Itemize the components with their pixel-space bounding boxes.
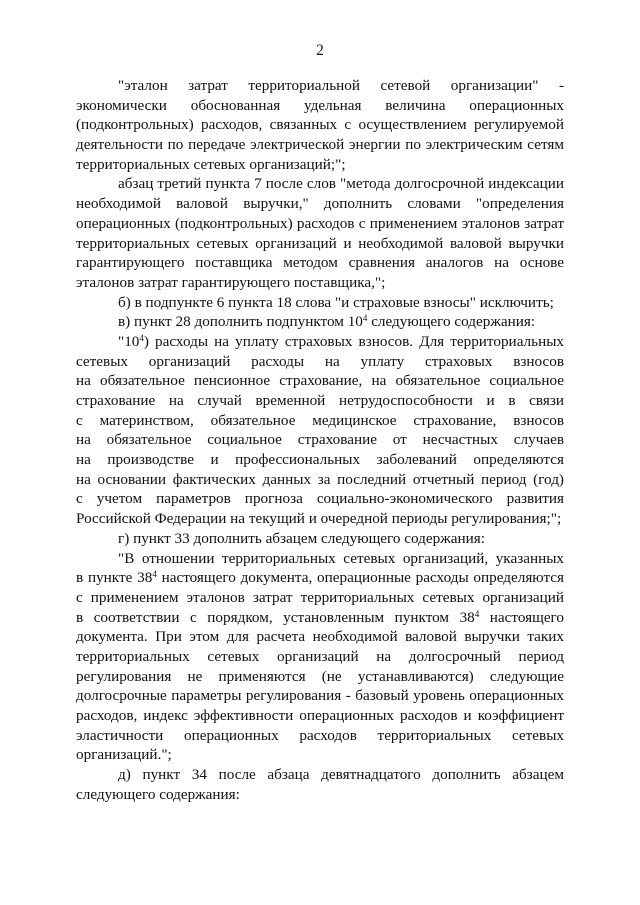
text-line: на обязательное пенсионное страхование, на обязательное социальное xyxy=(76,372,564,390)
text-line: необходимой валовой выручки," дополнить словами "определения xyxy=(76,195,564,213)
text-line: деятельности по передаче электрической энергии по электрическим сетям xyxy=(76,136,564,154)
text-line: страхование на случай временной нетрудоспособности и в связи xyxy=(76,392,564,409)
text-line: организаций."; xyxy=(76,746,172,764)
text-line: сетевых организаций расходы на уплату страховых взносов xyxy=(76,352,564,370)
text-line: "$10^4$) расходы на уплату страховых взносов. Для территориальных xyxy=(118,332,564,350)
text-line: Российской Федерации на текущий и очередной периоды регулирования;"; xyxy=(76,510,562,528)
text-line: "эталон затрат территориальной сетевой организации" - xyxy=(118,77,564,94)
superscript: 4 xyxy=(139,332,144,343)
text-line: с материнством, обязательное медицинское страхование, взносов xyxy=(76,411,564,429)
text-line: на основании фактических данных за последний отчетный период (год) xyxy=(76,470,564,488)
text-line: операционных (подконтрольных) расходов с применением эталонов затрат xyxy=(76,214,564,232)
paragraph xyxy=(76,76,564,174)
text-line: эластичности операционных расходов территориальных сетевых xyxy=(76,726,564,744)
text-line: с применением эталонов затрат территориальных сетевых организаций xyxy=(76,588,564,606)
page-number: 2 xyxy=(316,42,324,59)
text-line: "В отношении территориальных сетевых организаций, указанных xyxy=(118,549,564,567)
paragraph xyxy=(76,332,564,529)
text-line: гарантирующего поставщика методом сравнения аналогов на основе xyxy=(76,254,564,272)
text-line: г) пункт 33 дополнить абзацем следующего содержания: xyxy=(118,529,485,547)
text-line: в пункте $38^4$ настоящего документа, операционные расходы определяются xyxy=(76,569,565,587)
paragraph xyxy=(76,293,564,313)
text-line: территориальных сетевых организаций;"; xyxy=(76,155,346,173)
text-line: д) пункт 34 после абзаца девятнадцатого дополнить абзацем xyxy=(118,766,564,784)
text-line: эталонов затрат гарантирующего поставщика,"; xyxy=(76,273,386,291)
text-line: следующего содержания: xyxy=(76,785,240,803)
text-line: (подконтрольных) расходов, связанных с осуществлением регулируемой xyxy=(76,116,564,134)
text-line: на производстве и профессиональных заболеваний определяются xyxy=(76,451,564,469)
text-line: документа. При этом для расчета необходимой валовой выручки таких xyxy=(76,628,564,646)
paragraph xyxy=(76,765,564,804)
text-line: на обязательное социальное страхование от несчастных случаев xyxy=(76,431,564,449)
paragraph xyxy=(76,529,564,549)
text-line: экономически обоснованная удельная величина операционных xyxy=(76,96,564,114)
text-line: с учетом параметров прогноза социально-экономического развития xyxy=(76,490,564,508)
text-line: долгосрочные параметры регулирования - базовый уровень операционных xyxy=(76,687,564,705)
paragraph xyxy=(76,549,564,766)
text-line: в соответствии с порядком, установленным пунктом $38^4$ настоящего xyxy=(76,608,565,626)
text-line: территориальных сетевых организаций и необходимой валовой выручки xyxy=(76,234,564,252)
superscript: 4 xyxy=(152,569,157,580)
text-line: расходов, индекс эффективности операционных расходов и коэффициент xyxy=(76,707,564,724)
superscript: 4 xyxy=(362,313,368,324)
paragraph xyxy=(76,312,564,332)
text-line: б) в подпункте 6 пункта 18 слова "и страховые взносы" исключить; xyxy=(118,293,554,311)
text-line: абзац третий пункта 7 после слов "метода долгосрочной индексации xyxy=(118,175,564,193)
text-line: в) пункт 28 дополнить подпунктом $10^4$ следующего содержания: xyxy=(118,313,536,331)
text-line: регулирования не применяются (не устанавливаются) следующие xyxy=(76,667,564,685)
superscript: 4 xyxy=(474,608,480,619)
text-line: территориальных сетевых организаций на долгосрочный период xyxy=(76,647,564,665)
paragraph xyxy=(76,174,564,292)
document-body xyxy=(76,76,564,804)
